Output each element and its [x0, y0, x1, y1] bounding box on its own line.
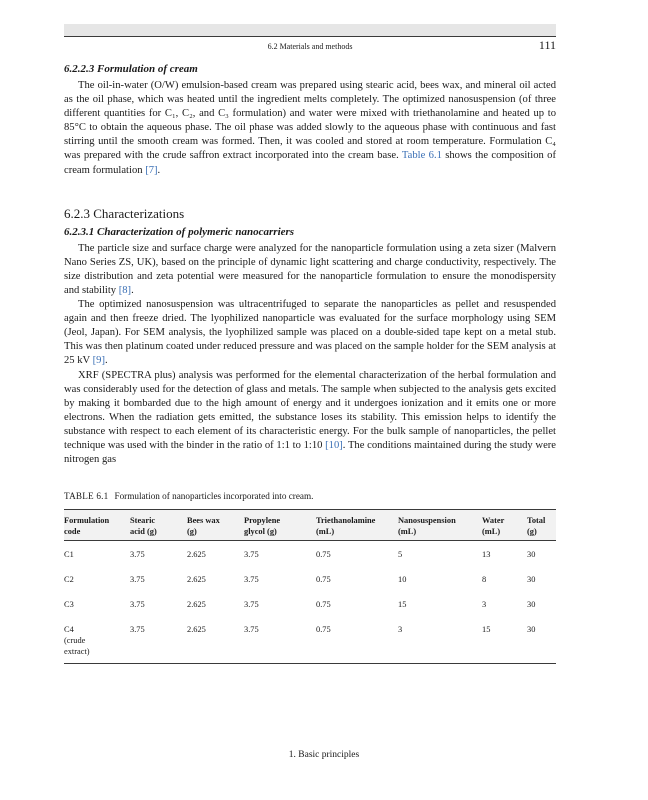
- formulation-table: [64, 509, 556, 664]
- footer: 1. Basic principles: [288, 750, 360, 760]
- table-row: [64, 591, 556, 616]
- table-cell: [64, 566, 130, 591]
- table-cell: [482, 591, 527, 616]
- running-header: [64, 39, 556, 57]
- table-cell: [130, 566, 187, 591]
- paragraph-xrf: XRF (SPECTRA plus) analysis was performed for the elemental characterization of the herbal formulation and was considerably used for the detection of glass and metals. The sample when subjected to the analysis gets excited by making it bombarded due to the high amount of energy and it undergoes ionization and it emits one or more electrons. When the radiation gets emitted, the substance loses its stability. This emission helps to identify the substance with respect to each element of its characteristic energy. For the bulk sample of nanoparticles, the pellet technique was used with the binder in the ratio of 1:1 to 1:10 [10]. The conditions maintained during the study were nitrogen gas: [64, 369, 557, 466]
- column-header-text: (mL): [316, 527, 335, 537]
- page-number: 111: [538, 38, 556, 52]
- column-header-text: code: [64, 527, 81, 537]
- paragraph-zeta-sizer: The particle size and surface charge were analyzed for the nanoparticle formulation using a zeta sizer (Malvern Nano Series ZS, UK), based on the principle of dynamic light scattering and charge conductivity, respectively. The size distribution and zeta potential were measured for the nanoparticle formulation to ensure the monodispersity and stability [8].: [64, 242, 556, 296]
- table-cell: [244, 591, 316, 616]
- column-header: [398, 510, 482, 541]
- header-bar: [64, 24, 556, 37]
- table-cell-text: 30: [527, 625, 536, 635]
- table-cell: [482, 541, 527, 567]
- column-header: [244, 510, 316, 541]
- table-cell-text: 2.625: [187, 625, 206, 635]
- section-heading-6-2-3-1: 6.2.3.1 Characterization of polymeric nanocarriers: [64, 225, 295, 238]
- column-header: [316, 510, 398, 541]
- table-cell: [130, 591, 187, 616]
- table-cell: [244, 566, 316, 591]
- table-cell: [527, 591, 556, 616]
- table-cell-text: 10: [398, 575, 407, 585]
- table-cell: [527, 541, 556, 567]
- table-cell: [244, 616, 316, 664]
- table-cell-text: C1: [64, 550, 74, 560]
- table-cell-text: (crude: [64, 636, 86, 646]
- table-cell-text: 30: [527, 550, 536, 560]
- column-header-text: glycol (g): [244, 527, 277, 537]
- column-header-text: acid (g): [130, 527, 157, 537]
- column-header: [187, 510, 244, 541]
- table-cell: [187, 566, 244, 591]
- table-cell: [244, 541, 316, 567]
- column-header-text: Propylene: [244, 516, 281, 526]
- citation-link-7[interactable]: [7]: [145, 164, 158, 176]
- table-cell-text: extract): [64, 647, 90, 657]
- table-cell: [64, 616, 130, 664]
- table-row: [64, 616, 556, 664]
- table-cell-text: 13: [482, 550, 491, 560]
- table-cell: [482, 566, 527, 591]
- section-heading-6-2-3: 6.2.3 Characterizations: [64, 205, 185, 221]
- table-6-1-link[interactable]: Table 6.1: [401, 150, 442, 162]
- table-cell: [316, 616, 398, 664]
- table-cell-text: 0.75: [316, 600, 331, 610]
- page: [64, 24, 556, 664]
- table-cell-text: 15: [482, 625, 491, 635]
- column-header-text: (g): [527, 527, 537, 537]
- table-cell-text: 3.75: [244, 550, 259, 560]
- table-cell-text: 0.75: [316, 550, 331, 560]
- table-cell-text: 3.75: [244, 600, 259, 610]
- table-cell: [64, 591, 130, 616]
- table-cell-text: 3.75: [244, 625, 259, 635]
- table-header-row: [64, 510, 556, 541]
- table-cell-text: 5: [398, 550, 403, 560]
- table-cell-text: 3.75: [130, 625, 145, 635]
- citation-link-8[interactable]: [8]: [118, 284, 132, 296]
- table-cell: [187, 591, 244, 616]
- section-heading-6-2-2-3: 6.2.2.3 Formulation of cream: [64, 63, 198, 75]
- table-row: [64, 566, 556, 591]
- column-header-text: Water: [482, 516, 505, 526]
- table-cell: [398, 591, 482, 616]
- table-row: [64, 541, 556, 567]
- table-cell-text: 3.75: [130, 575, 145, 585]
- column-header-text: Formulation: [64, 516, 110, 526]
- table-cell-text: 30: [527, 575, 536, 585]
- table-cell-text: 0.75: [316, 575, 331, 585]
- table-cell-text: 2.625: [187, 575, 206, 585]
- running-title: 6.2 Materials and methods: [267, 42, 353, 51]
- table-cell-text: 3: [482, 600, 487, 610]
- column-header-text: Stearic: [130, 516, 156, 526]
- table-caption: [64, 491, 556, 501]
- table-cell-text: 3.75: [244, 575, 259, 585]
- paragraph-sem: The optimized nanosuspension was ultracentrifuged to separate the nanoparticles as pellet and resuspended again and then freeze dried. The lyophilized nanoparticle was evaluated for the surface morphology using SEM (Jeol, Japan). For SEM analysis, the lyophilized sample was placed on a double-sided tape kept on a metal stub. This was then platinum coated under reduced pressure and was placed on the sample holder for the SEM analysis at 25 kV [9].: [64, 299, 556, 367]
- column-header-text: Triethanolamine: [316, 516, 376, 526]
- table-cell: [187, 541, 244, 567]
- citation-link-9[interactable]: [9]: [92, 355, 106, 367]
- table-cell-text: C3: [64, 600, 74, 610]
- table-cell-text: 0.75: [316, 625, 331, 635]
- column-header-text: (g): [187, 527, 197, 537]
- table-cell: [64, 541, 130, 567]
- table-cell: [130, 541, 187, 567]
- table-cell: [316, 566, 398, 591]
- table-cell-text: 8: [482, 575, 487, 585]
- table-cell: [398, 566, 482, 591]
- table-cell-text: 15: [398, 600, 407, 610]
- table-cell: [527, 566, 556, 591]
- column-header-text: (mL): [482, 527, 501, 537]
- table-cell-text: 3.75: [130, 600, 145, 610]
- table-cell-text: 3.75: [130, 550, 145, 560]
- table-cell: [398, 541, 482, 567]
- column-header: [64, 510, 130, 541]
- table-body: [64, 541, 556, 664]
- table-cell: [316, 541, 398, 567]
- column-header-text: Nanosuspension: [398, 516, 456, 526]
- citation-link-10[interactable]: [10]: [325, 439, 343, 451]
- table-cell: [398, 616, 482, 664]
- table-caption-text: Formulation of nanoparticles incorporated into cream.: [114, 491, 314, 502]
- table-cell-text: C4: [64, 625, 74, 635]
- table-cell-text: 3: [398, 625, 403, 635]
- table-cell-text: 2.625: [187, 600, 206, 610]
- table-cell-text: C2: [64, 575, 74, 585]
- column-header-text: Bees wax: [187, 516, 220, 526]
- column-header-text: Total: [527, 516, 546, 526]
- table-cell: [316, 591, 398, 616]
- table-cell-text: 30: [527, 600, 536, 610]
- column-header-text: (mL): [398, 527, 417, 537]
- column-header: [130, 510, 187, 541]
- column-header: [527, 510, 556, 541]
- paragraph-cream-formulation: The oil-in-water (O/W) emulsion-based cream was prepared using stearic acid, bees wax, and mineral oil acted as the oil phase, which was heated until the ingredient melts completely. The optimized nanosuspension (of three different quantities for C₁, C₂, and C₃ formulation) and water were mixed with triethanolamine and heated up to 85°C to obtain the aqueous phase. The oil phase was added slowly to the aqueous phase with continuous and fast stirring until the smooth cream was formed. Then, it was cooled and stored at room temperature. Formulation C₄ was prepared with the crude saffron extract incorporated into the cream base. Table 6.1 shows the composition of cream formulation [7].: [64, 80, 556, 176]
- table-cell: [187, 616, 244, 664]
- column-header: [482, 510, 527, 541]
- table-cell-text: 2.625: [187, 550, 206, 560]
- table-cell: [130, 616, 187, 664]
- table-cell: [527, 616, 556, 664]
- table-label: TABLE 6.1: [64, 491, 109, 502]
- table-cell: [482, 616, 527, 664]
